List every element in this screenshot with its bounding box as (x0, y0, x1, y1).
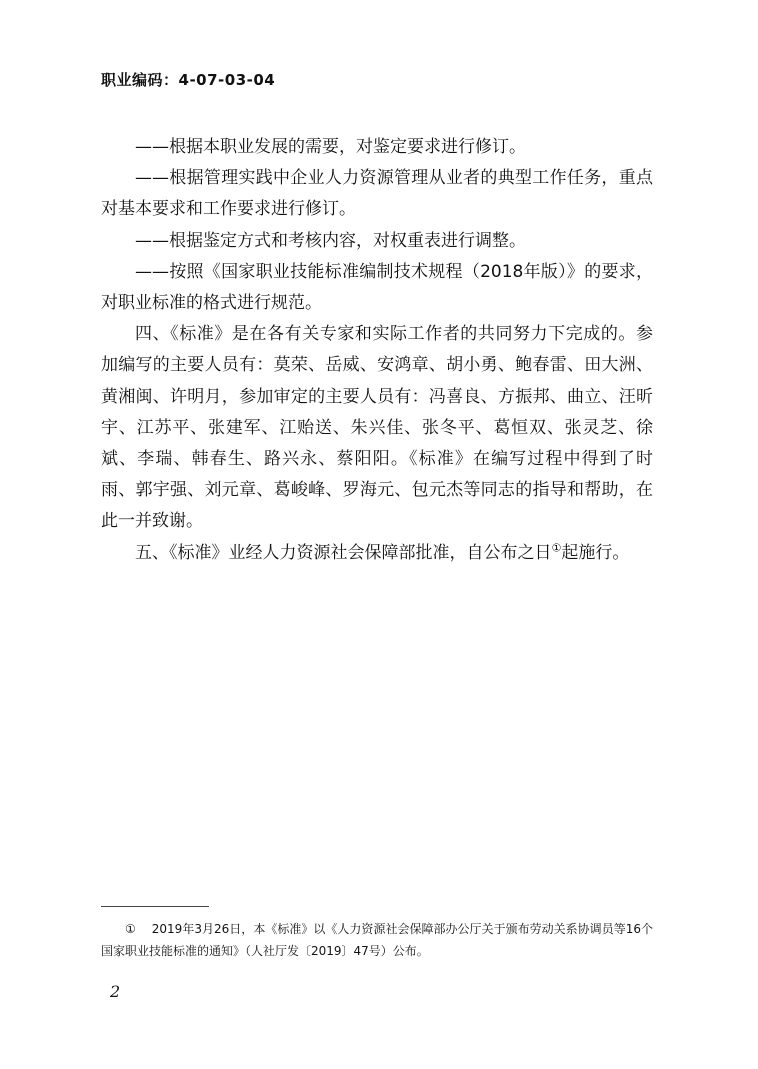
approval-text-before: 五、《标准》业经人力资源社会保障部批准，自公布之日 (135, 542, 552, 563)
footnote-divider (101, 906, 209, 907)
paragraph-revision-format: ——按照《国家职业技能标准编制技术规程（2018年版）》的要求，对职业标准的格式进行规范。 (101, 261, 653, 314)
paragraph-revision-tasks: ——根据管理实践中企业人力资源管理从业者的典型工作任务，重点对基本要求和工作要求进行修订。 (101, 168, 653, 220)
footnote-reference[interactable]: ① (551, 540, 562, 554)
approval-text-after: 起施行。 (561, 542, 630, 563)
occupation-code-header: 职业编码：4-07-03-04 (101, 71, 276, 89)
footnote (101, 918, 653, 962)
body-text (101, 132, 653, 569)
paragraph-contributors: 四、《标准》是在各有关专家和实际工作者的共同努力下完成的。参加编写的主要人员有：莫荣、岳威、安鸿章、胡小勇、鲍春雷、田大洲、黄湘闽、许明月，参加审定的主要人员有：冯喜良、方振邦、曲立、汪昕宇、江苏平、张建军、江贻送、朱兴佳、张冬平、葛恒双、张灵芝、徐斌、李瑞、韩春生、路兴永、蔡阳阳。《标准》在编写过程中得到了时雨、郭宇强、刘元章、葛峻峰、罗海元、包元杰等同志的指导和帮助，在此一并致谢。 (101, 324, 653, 532)
paragraph-revision-weights: ——根据鉴定方式和考核内容，对权重表进行调整。 (135, 230, 526, 251)
paragraph-approval (101, 538, 653, 569)
footnote-text: 2019年3月26日，本《标准》以《人力资源社会保障部办公厅关于颁布劳动关系协调员等16个国家职业技能标准的通知》（人社厅发〔2019〕47号）公布。 (101, 922, 654, 958)
footnote-mark: ① (125, 922, 136, 936)
page-number: 2 (110, 982, 121, 1001)
paragraph-revision-development: ——根据本职业发展的需要，对鉴定要求进行修订。 (135, 137, 526, 157)
